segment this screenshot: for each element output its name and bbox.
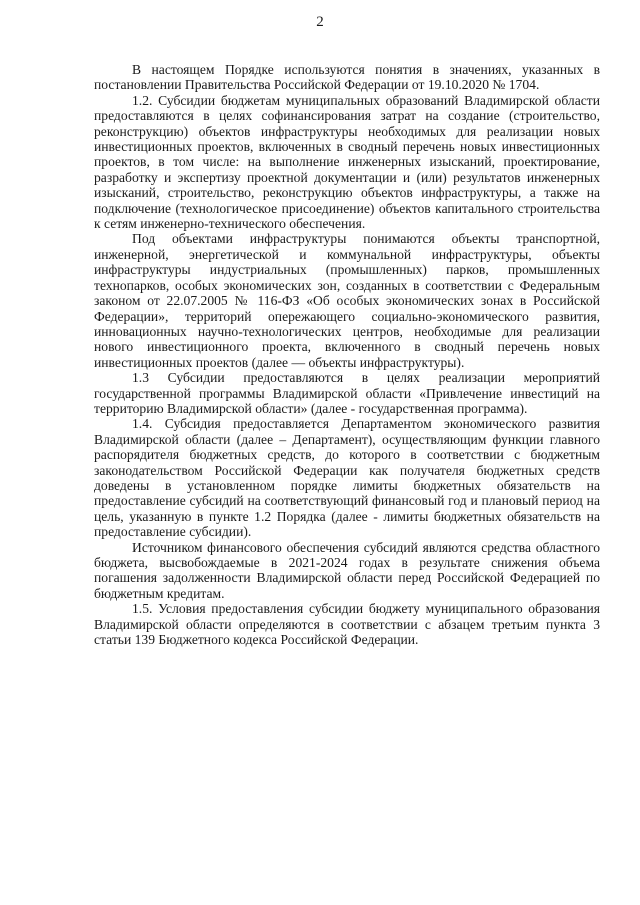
document-body xyxy=(94,62,600,647)
paragraph-1-4-department: 1.4. Субсидия предоставляется Департаментом экономического развития Владимирской области (далее – Департамент), осуществляющим функции главного распорядителя бюджетных средств, до которого в соответствии с бюджетным законодательством Российской Федерации как получателя бюджетных средств доведены в установленном порядке лимиты бюджетных обязательств на предоставление субсидий на соответствующий финансовый год и плановый период на цель, указанную в пункте 1.2 Порядка (далее - лимиты бюджетных обязательств на предоставление субсидии). xyxy=(94,416,600,540)
page-number: 2 xyxy=(316,14,324,30)
paragraph-terms-definition: В настоящем Порядке используются понятия в значениях, указанных в постановлении Правительства Российской Федерации от 19.10.2020 № 1704. xyxy=(94,62,600,93)
paragraph-1-5-conditions: 1.5. Условия предоставления субсидии бюджету муниципального образования Владимирской области определяются в соответствии с абзацем третьим пункта 3 статьи 139 Бюджетного кодекса Российской Федерации. xyxy=(94,601,600,648)
paragraph-infrastructure-objects: Под объектами инфраструктуры понимаются объекты транспортной, инженерной, энергетической и коммунальной инфраструктуры, объекты инфраструктуры индустриальных (промышленных) парков, промышленных технопарков, особых экономических зон, созданных в соответствии с Федеральным законом от 22.07.2005 № 116-ФЗ «Об особых экономических зонах в Российской Федерации», территорий опережающего социально-экономического развития, инновационных научно-технологических центров, необходимые для реализации нового инвестиционного проекта, включенного в сводный перечень новых инвестиционных проектов (далее — объекты инфраструктуры). xyxy=(94,231,600,370)
paragraph-1-3-program: 1.3 Субсидии предоставляются в целях реализации мероприятий государственной программы Владимирской области «Привлечение инвестиций на территорию Владимирской области» (далее - государственная программа). xyxy=(94,370,600,416)
paragraph-funding-source: Источником финансового обеспечения субсидий являются средства областного бюджета, высвобождаемые в 2021-2024 годах в результате снижения объема погашения задолженности Владимирской области перед Российской Федерацией по бюджетным кредитам. xyxy=(94,539,600,601)
paragraph-1-2-subsidy-purpose: 1.2. Субсидии бюджетам муниципальных образований Владимирской области предоставляются в целях софинансирования затрат на создание (строительство, реконструкцию) объектов инфраструктуры необходимых для реализации новых инвестиционных проектов, включенных в сводный перечень новых инвестиционных проектов, в том числе: на выполнение инженерных изысканий, проектирование, разработку и экспертизу проектной документации и (или) результатов инженерных изысканий, строительство, реконструкцию объектов инфраструктуры, а также на подключение (технологическое присоединение) объектов капитального строительства к сетям инженерно-технического обеспечения. xyxy=(94,92,600,232)
